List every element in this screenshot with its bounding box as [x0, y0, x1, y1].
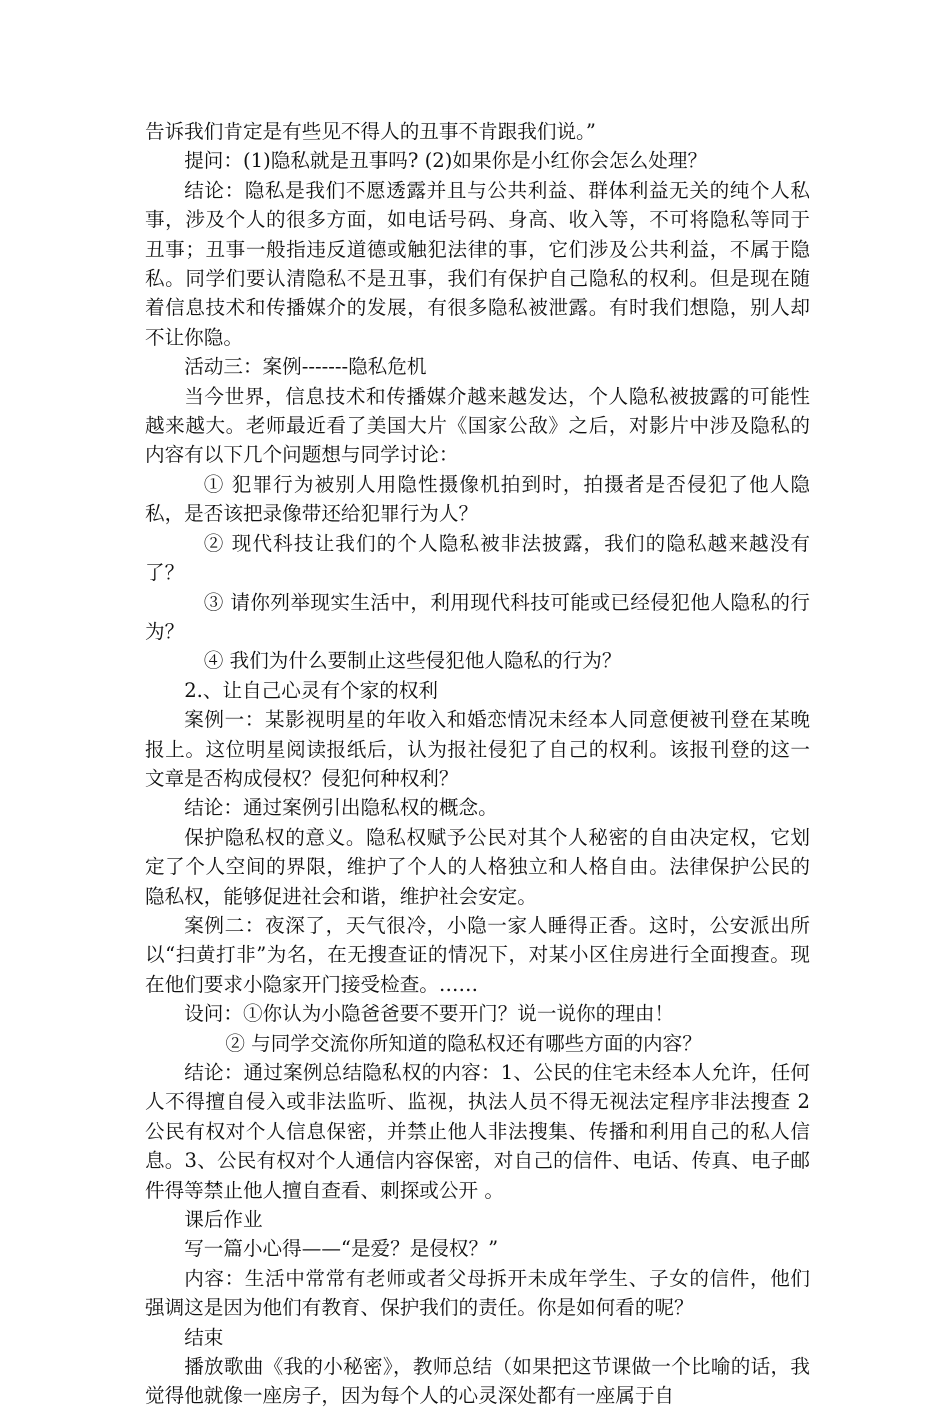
paragraph: 结论：通过案例引出隐私权的概念。 [184, 796, 498, 820]
document-body [145, 117, 810, 1411]
question-item: ④ 我们为什么要制止这些侵犯他人隐私的行为？ [203, 649, 622, 673]
paragraph: 写一篇小心得——“是爱？是侵权？” [184, 1237, 499, 1261]
section-heading: 2.、让自己心灵有个家的权利 [184, 678, 439, 702]
paragraph: 保护隐私权的意义。隐私权赋予公民对其个人秘密的自由决定权，它划定了个人空间的界限，维护了个人的人格独立和人格自由。法律保护公民的隐私权，能够促进社会和谐，维护社会安定。 [145, 825, 810, 908]
paragraph: 当今世界，信息技术和传播媒介越来越发达，个人隐私被披露的可能性越来越大。老师最近看了美国大片《国家公敌》之后，对影片中涉及隐私的内容有以下几个问题想与同学讨论： [145, 384, 810, 467]
paragraph: 提问：(1)隐私就是丑事吗? (2)如果你是小红你会怎么处理？ [184, 149, 708, 173]
paragraph: 活动三：案例-------隐私危机 [184, 355, 427, 379]
paragraph: 案例二：夜深了，天气很冷，小隐一家人睡得正香。这时，公安派出所以“扫黄打非”为名，在无搜查证的情况下，对某小区住房进行全面搜查。现在他们要求小隐家开门接受检查。…… [145, 913, 810, 996]
section-heading: 课后作业 [184, 1208, 263, 1232]
paragraph: 设问：①你认为小隐爸爸要不要开门？说一说你的理由！ [184, 1002, 675, 1026]
question-item: ② 现代科技让我们的个人隐私被非法披露，我们的隐私越来越没有了？ [145, 531, 810, 585]
paragraph: 结论：通过案例总结隐私权的内容：1、公民的住宅未经本人允许，任何人不得擅自侵入或非法监听、监视，执法人员不得无视法定程序非法搜查 2 公民有权对个人信息保密，并禁止他人非法搜集、传播和利用自己的私人信息。3、公民有权对个人通信内容保密，对自己的信件、电话、传真、电子邮件得等禁止他人擅自查看、刺探或公开 。 [145, 1061, 810, 1202]
question-item: ② 与同学交流你所知道的隐私权还有哪些方面的内容？ [225, 1031, 702, 1055]
paragraph: 告诉我们肯定是有些见不得人的丑事不肯跟我们说。” [145, 120, 596, 143]
question-item: ① 犯罪行为被别人用隐性摄像机拍到时，拍摄者是否侵犯了他人隐私，是否该把录像带还给犯罪行为人？ [145, 472, 810, 526]
question-item: ③ 请你列举现实生活中，利用现代科技可能或已经侵犯他人隐私的行为？ [145, 590, 810, 643]
section-heading: 结束 [184, 1325, 224, 1349]
paragraph: 内容：生活中常常有老师或者父母拆开未成年学生、子女的信件，他们强调这是因为他们有教育、保护我们的责任。你是如何看的呢？ [145, 1266, 810, 1320]
paragraph: 结论：隐私是我们不愿透露并且与公共利益、群体利益无关的纯个人私事，涉及个人的很多方面，如电话号码、身高、收入等，不可将隐私等同于丑事；丑事一般指违反道德或触犯法律的事，它们涉及公共利益，不属于隐私。同学们要认清隐私不是丑事，我们有保护自己隐私的权利。但是现在随着信息技术和传播媒介的发展，有很多隐私被泄露。有时我们想隐，别人却不让你隐。 [145, 178, 810, 349]
paragraph: 案例一：某影视明星的年收入和婚恋情况未经本人同意便被刊登在某晚报上。这位明星阅读报纸后，认为报社侵犯了自己的权利。该报刊登的这一文章是否构成侵权？侵犯何种权利？ [145, 708, 810, 790]
paragraph: 播放歌曲《我的小秘密》，教师总结（如果把这节课做一个比喻的话，我觉得他就像一座房子，因为每个人的心灵深处都有一座属于自 [145, 1355, 810, 1408]
